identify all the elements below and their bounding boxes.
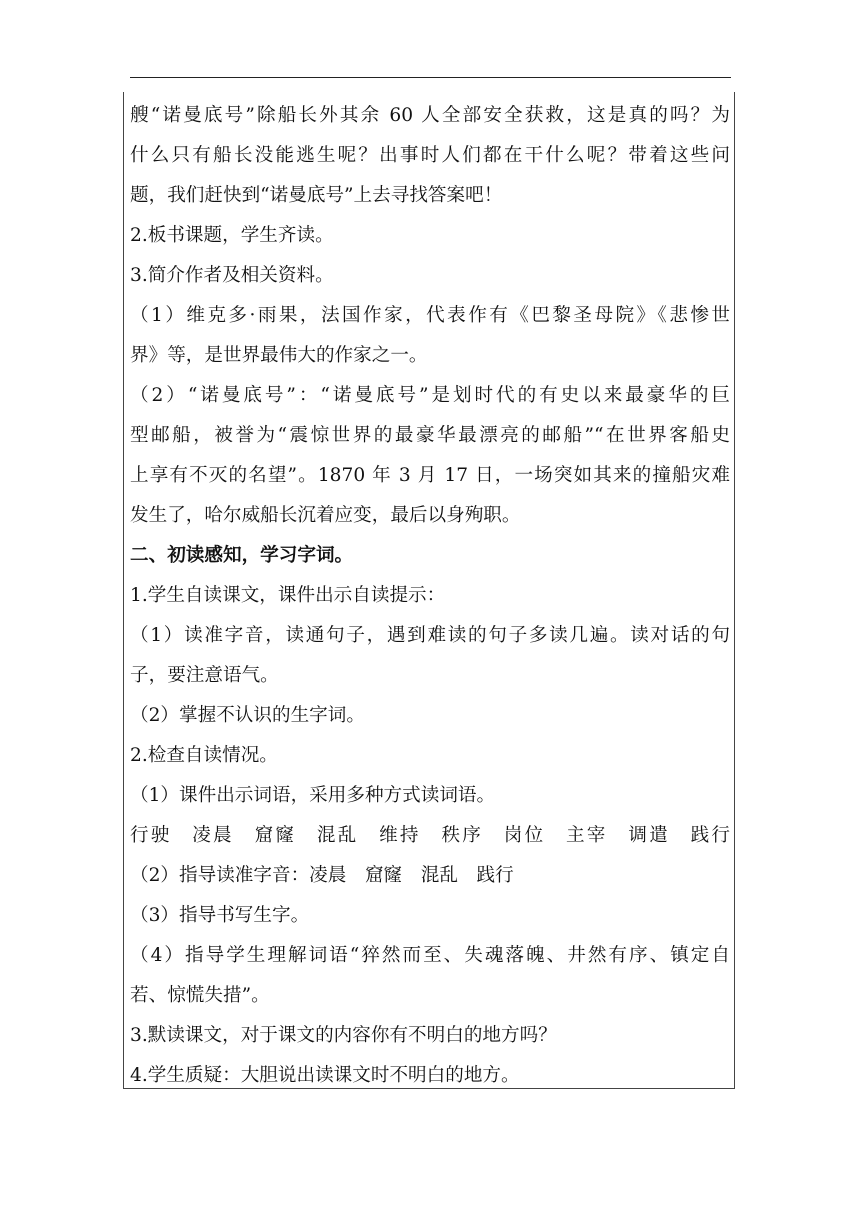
text-line: （3）指导书写生字。 bbox=[130, 905, 310, 926]
text-line: （1）课件出示词语，采用多种方式读词语。 bbox=[130, 785, 496, 806]
text-line: 艘“诺曼底号”除船长外其余 60 人全部安全获救，这是真的吗？为 bbox=[130, 105, 730, 126]
vocabulary-list: 行驶 凌晨 窟窿 混乱 维持 秩序 岗位 主宰 调遣 践行 bbox=[130, 825, 730, 846]
text-line: 什么只有船长没能逃生呢？出事时人们都在干什么呢？带着这些问 bbox=[130, 145, 730, 166]
text-line: （2）“诺曼底号”：“诺曼底号”是划时代的有史以来最豪华的巨 bbox=[130, 385, 730, 406]
text-line: 界》等，是世界最伟大的作家之一。 bbox=[130, 345, 428, 366]
text-line: （1）读准字音，读通句子，遇到难读的句子多读几遍。读对话的句 bbox=[130, 625, 730, 646]
text-line: 3.默读课文，对于课文的内容你有不明白的地方吗？ bbox=[130, 1025, 557, 1046]
text-line: 4.学生质疑：大胆说出读课文时不明白的地方。 bbox=[130, 1065, 520, 1086]
text-line: （2）掌握不认识的生字词。 bbox=[130, 705, 365, 726]
lesson-content bbox=[130, 96, 730, 1096]
text-line: 上享有不灭的名望”。1870 年 3 月 17 日，一场突如其来的撞船灾难 bbox=[130, 465, 730, 486]
text-line: （2）指导读准字音：凌晨 窟窿 混乱 践行 bbox=[130, 865, 514, 886]
header-rule bbox=[130, 77, 731, 78]
text-line: 题，我们赶快到“诺曼底号”上去寻找答案吧！ bbox=[130, 185, 503, 206]
text-line: 2.检查自读情况。 bbox=[130, 745, 278, 766]
text-line: （1）维克多·雨果，法国作家，代表作有《巴黎圣母院》《悲惨世 bbox=[130, 305, 730, 326]
text-line: 3.简介作者及相关资料。 bbox=[130, 265, 334, 286]
text-line: 1.学生自读课文，课件出示自读提示： bbox=[130, 585, 446, 606]
text-line: 2.板书课题，学生齐读。 bbox=[130, 225, 334, 246]
text-line: 型邮船，被誉为“震惊世界的最豪华最漂亮的邮船”“在世界客船史 bbox=[130, 425, 730, 446]
text-line: （4）指导学生理解词语“猝然而至、失魂落魄、井然有序、镇定自 bbox=[130, 945, 730, 966]
text-line: 子，要注意语气。 bbox=[130, 665, 279, 686]
section-heading: 二、初读感知，学习字词。 bbox=[130, 545, 354, 566]
text-line: 发生了，哈尔威船长沉着应变，最后以身殉职。 bbox=[130, 505, 521, 526]
text-line: 若、惊慌失措”。 bbox=[130, 985, 270, 1006]
